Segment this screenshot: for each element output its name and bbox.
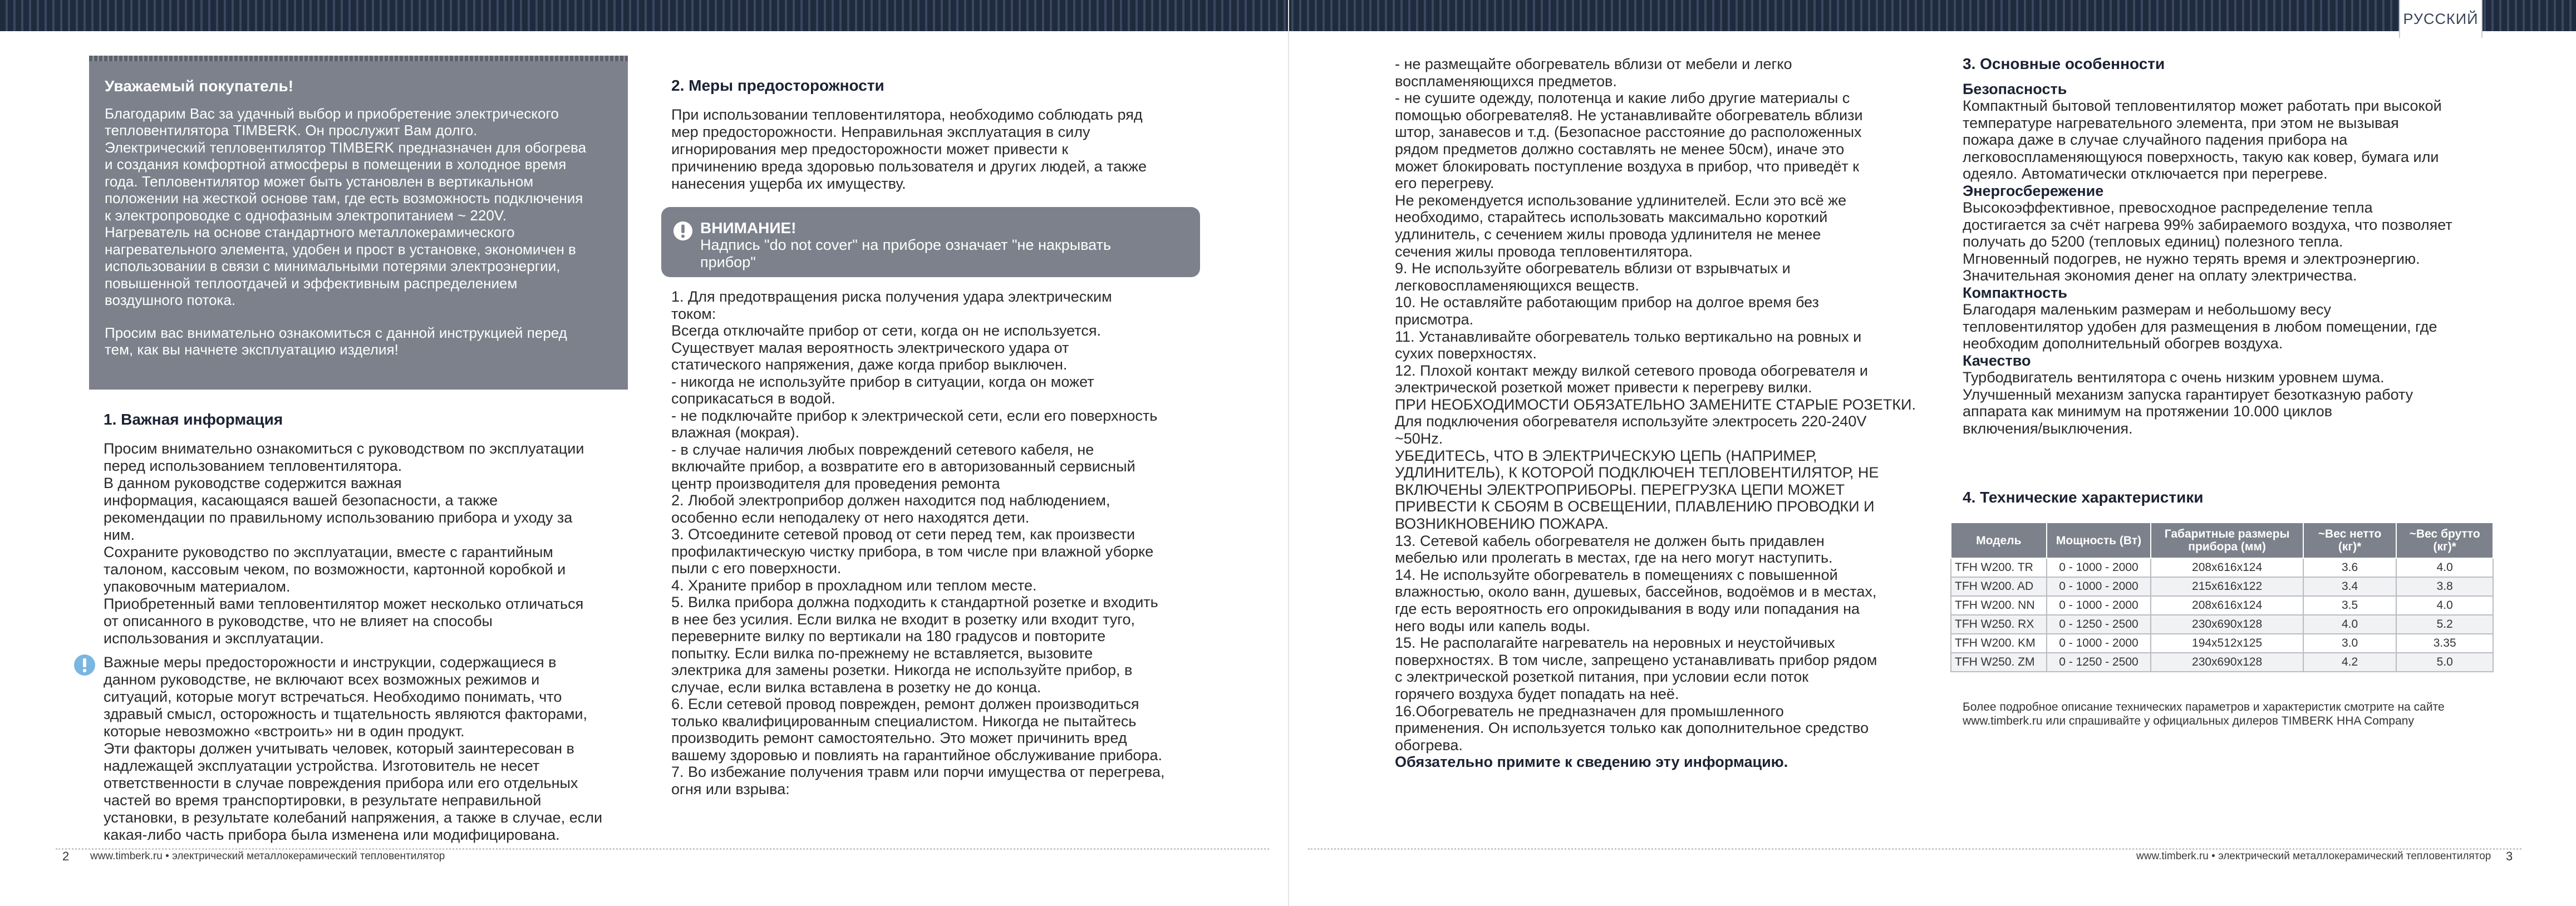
- list-item: электрической розеткой может привести к перегреву вилки.: [1395, 379, 1812, 396]
- text-line: необходим дополнительный обогрев воздуха.: [1963, 335, 2283, 352]
- list-item: Не рекомендуется использование удлинителей. Если это всё же: [1395, 191, 1847, 209]
- table-cell: TFH W200. KM: [1951, 634, 2047, 653]
- list-item: помощью обогревателя8. Не устанавливайте обогреватель вблизи: [1395, 106, 1863, 124]
- list-item: током:: [671, 305, 716, 322]
- table-cell: 3.4: [2303, 577, 2397, 596]
- footer-divider: [1308, 848, 2521, 850]
- feature-heading: Качество: [1963, 352, 2031, 369]
- text-line: года. Тепловентилятор может быть установлен в вертикальном: [105, 173, 534, 190]
- text-line: тем, как вы начнете эксплуатацию изделия!: [105, 341, 399, 358]
- table-cell: TFH W200. AD: [1951, 577, 2047, 596]
- table-row: [1951, 653, 2493, 672]
- table-cell: 208x616x124: [2151, 558, 2303, 577]
- list-item: 12. Плохой контакт между вилкой сетевого провода обогревателя и: [1395, 362, 1868, 379]
- language-tab[interactable]: РУССКИЙ: [2399, 0, 2482, 38]
- list-item: ПРИ НЕОБХОДИМОСТИ ОБЯЗАТЕЛЬНО ЗАМЕНИТЕ СТАРЫЕ РОЗЕТКИ.: [1395, 396, 1916, 413]
- text-line: прибор": [700, 254, 756, 270]
- section-title: 4. Технические характеристики: [1963, 489, 2204, 506]
- text-line: установки, в результате колебаний напряжения, а также в случае, если: [104, 809, 603, 826]
- text-line: Благодаря маленьким размерам и небольшому весу: [1963, 301, 2332, 318]
- text-line: В данном руководстве содержится важная: [104, 475, 402, 491]
- greeting-text: [105, 105, 613, 309]
- column-header: ~Вес брутто (кг)*: [2396, 523, 2493, 558]
- feature-heading: Безопасность: [1963, 80, 2067, 97]
- info-icon: [73, 654, 96, 676]
- text-line: легковоспламеняющуюся поверхность, такую как ковер, бумага или: [1963, 148, 2439, 165]
- table-row: [1951, 615, 2493, 634]
- table-cell: 3.8: [2396, 577, 2493, 596]
- list-item: - никогда не используйте прибор в ситуации, когда он может: [671, 373, 1094, 390]
- list-item: электрика для замены розетки. Никогда не используйте прибор, в: [671, 662, 1133, 678]
- list-item: центр производителя для проведения ремонта: [671, 475, 1000, 492]
- list-item: 9. Не используйте обогреватель вблизи от взрывчатых и: [1395, 260, 1791, 277]
- table-cell: 4.0: [2303, 615, 2397, 634]
- list-item: включайте прибор, а возвратите его в авторизованный сервисный: [671, 458, 1135, 475]
- list-item: него воды или капель воды.: [1395, 617, 1590, 634]
- section-title: 3. Основные особенности: [1963, 55, 2165, 72]
- list-item: с электрической розеткой питания, при условии если поток: [1395, 668, 1809, 686]
- text-line: Благодарим Вас за удачный выбор и приобретение электрического: [105, 105, 559, 122]
- list-item: Для подключения обогревателя используйте электросеть 220-240V: [1395, 413, 1867, 430]
- text-line: Эти факторы должен учитывать человек, который заинтересован в: [104, 740, 574, 757]
- text-line: положении на жесткой основе там, где есть возможность подключения: [105, 190, 583, 206]
- list-item: Всегда отключайте прибор от сети, когда он не используется.: [671, 322, 1101, 339]
- text-line: Компактный бытовой тепловентилятор может работать при высокой: [1963, 97, 2442, 114]
- text-line: нагревательного элемента, удобен и прост в установке, экономичен в: [105, 240, 576, 258]
- table-cell: 208x616x124: [2151, 596, 2303, 615]
- list-item: рядом предметов должно составлять не менее 50см), иначе это: [1395, 140, 1845, 157]
- list-item: 2. Любой электроприбор должен находится под наблюдением,: [671, 492, 1110, 509]
- list-item: 6. Если сетевой провод поврежден, ремонт должен производиться: [671, 696, 1139, 712]
- list-item: 11. Устанавливайте обогреватель только вертикально на ровных и: [1395, 328, 1862, 345]
- page-spine: [1288, 0, 1289, 906]
- list-item: 15. Не располагайте нагреватель на неровных и неустойчивых: [1395, 634, 1835, 652]
- list-item: - не размещайте обогреватель вблизи от мебели и легко: [1395, 56, 1792, 72]
- list-item: огня или взрыва:: [671, 780, 790, 797]
- table-cell: 0 - 1000 - 2000: [2047, 558, 2151, 577]
- text-line: надлежащей эксплуатации устройства. Изготовитель не несет: [104, 757, 540, 774]
- list-item: 7. Во избежание получения травм или порчи имущества от перегрева,: [671, 764, 1165, 780]
- list-item: 5. Вилка прибора должна подходить к стандартной розетке и входить: [671, 594, 1158, 610]
- text-line: Нагреватель на основе стандартного металлокерамического: [105, 224, 515, 240]
- warning-icon: [672, 220, 694, 242]
- page-number: 2: [62, 849, 70, 863]
- list-item: статического напряжения, даже когда прибор выключен.: [671, 356, 1068, 373]
- final-note: Обязательно примите к сведению эту информацию.: [1395, 754, 1788, 771]
- list-item: ВКЛЮЧЕНЫ ЭЛЕКТРОПРИБОРЫ. ПЕРЕГРУЗКА ЦЕПИ МОЖЕТ: [1395, 481, 1845, 498]
- text-line: достигается за счёт нагрева 99% забираемого воздуха, что позволяет: [1963, 216, 2452, 233]
- text-line: игнорирования мер предосторожности может привести к: [671, 141, 1069, 157]
- list-item: необходимо, старайтесь использовать максимально короткий: [1395, 209, 1828, 226]
- text-line: Более подробное описание технических параметров и характеристик смотрите на сайте: [1963, 701, 2445, 713]
- specs-table: [1950, 522, 2494, 672]
- list-item: мебелью или пролегать в местах, где на него могут наступить.: [1395, 549, 1833, 567]
- list-item: сухих поверхностях.: [1395, 345, 1537, 362]
- text-line: информация, касающаяся вашей безопасности, а также: [104, 492, 498, 509]
- table-cell: 230x690x128: [2151, 653, 2303, 672]
- list-item: вашему здоровью и повлиять на гарантийное обслуживание прибора.: [671, 746, 1162, 764]
- list-item: в нее без усилия. Если вилка не входит в розетку или входит туго,: [671, 610, 1135, 628]
- list-item: штор, занавесов и т.д. (Безопасное расстояние до расположенных: [1395, 124, 1862, 141]
- list-item: влажностью, около ванн, душевых, бассейнов, водоёмов и в местах,: [1395, 583, 1877, 600]
- greeting-title: Уважаемый покупатель!: [105, 77, 294, 95]
- table-row: [1951, 577, 2493, 596]
- text-line: Надпись "do not cover" на приборе означает "не накрывать: [700, 237, 1112, 253]
- text-line: www.timberk.ru или спрашивайте у официальных дилеров TIMBERK HHA Company: [1963, 715, 2414, 727]
- list-item: 14. Не используйте обогреватель в помещениях с повышенной: [1395, 566, 1838, 583]
- table-cell: 3.35: [2396, 634, 2493, 653]
- text-line: одеяло. Автоматически отключается при перегреве.: [1963, 165, 2328, 182]
- list-item: присмотра.: [1395, 311, 1474, 328]
- list-item: 1. Для предотвращения риска получения удара электрическим: [671, 288, 1112, 305]
- table-cell: TFH W200. TR: [1951, 558, 2047, 577]
- text-line: мер предосторожности. Неправильная эксплуатация в силу: [671, 124, 1090, 140]
- text-line: Улучшенный механизм запуска гарантирует безотказную работу: [1963, 386, 2413, 403]
- list-item: сечения жилы провода тепловентилятора.: [1395, 243, 1693, 260]
- text-line: повышенной теплоотдачей и эффективным распределением: [105, 274, 518, 292]
- table-cell: 5.2: [2396, 615, 2493, 634]
- list-item: ПРИВЕСТИ К СБОЯМ В ОСВЕЩЕНИИ, ПЛАВЛЕНИЮ ПРОВОДКИ И: [1395, 498, 1875, 515]
- text-line: При использовании тепловентилятора, необходимо соблюдать ряд: [671, 106, 1143, 123]
- list-item: 4. Храните прибор в прохладном или теплом месте.: [671, 577, 1037, 594]
- text-line: Мгновенный подогрев, не нужно терять время и электроэнергию.: [1963, 250, 2420, 267]
- list-item: производить ремонт самостоятельно. Это может причинить вред: [671, 730, 1127, 746]
- table-cell: 0 - 1000 - 2000: [2047, 577, 2151, 596]
- table-cell: 3.6: [2303, 558, 2397, 577]
- text-line: использования и эксплуатации.: [104, 630, 324, 647]
- table-header-row: [1951, 523, 2493, 558]
- list-item: обогрева.: [1395, 736, 1463, 754]
- table-cell: 0 - 1000 - 2000: [2047, 634, 2151, 653]
- text-line: аппарата как минимум на протяжении 10.000 циклов: [1963, 403, 2333, 420]
- section-important-info: [104, 411, 627, 647]
- text-line: Просим вас внимательно ознакомиться с данной инструкцией перед: [105, 324, 567, 341]
- column-header: Модель: [1951, 523, 2047, 558]
- text-line: температуре нагревательного элемента, при этом не вызывая: [1963, 114, 2399, 131]
- list-item: 16.Обогреватель не предназначен для промышленного: [1395, 702, 1784, 720]
- list-item: его перегреву.: [1395, 175, 1495, 192]
- precautions-list: [671, 288, 1200, 797]
- list-item: легковоспламеняющихся веществ.: [1395, 277, 1639, 294]
- text-line: Просим внимательно ознакомиться с руководством по эксплуатации: [104, 440, 584, 457]
- list-item: 3. Отсоедините сетевой провод от сети перед тем, как произвести: [671, 526, 1135, 543]
- warning-box: [661, 207, 1200, 277]
- text-line: от описанного в руководстве, что не влияет на способы: [104, 613, 493, 629]
- list-item: 13. Сетевой кабель обогревателя не должен быть придавлен: [1395, 532, 1825, 549]
- list-item: особенно если неподалеку от него находятся дети.: [671, 509, 1030, 526]
- text-line: получать до 5200 (тепловых единиц) полезного тепла.: [1963, 233, 2343, 250]
- list-item: воспламеняющихся предметов.: [1395, 72, 1617, 90]
- table-cell: 230x690x128: [2151, 615, 2303, 634]
- text-line: Важные меры предосторожности и инструкции, содержащиеся в: [104, 654, 557, 671]
- table-row: [1951, 558, 2493, 577]
- table-cell: 0 - 1250 - 2500: [2047, 653, 2151, 672]
- table-row: [1951, 634, 2493, 653]
- text-line: Турбодвигатель вентилятора с очень низким уровнем шума.: [1963, 369, 2385, 386]
- list-item: поверхностях. В том числе, запрещено устанавливать прибор рядом: [1395, 651, 1877, 668]
- greeting-box: [89, 56, 628, 390]
- table-row: [1951, 596, 2493, 615]
- section-specs: [1963, 489, 2497, 518]
- column-header: Мощность (Вт): [2047, 523, 2151, 558]
- list-item: только квалифицированным специалистом. Никогда не пытайтесь: [671, 712, 1137, 730]
- text-line: нанесения ущерба их имуществу.: [671, 175, 906, 192]
- table-cell: 4.0: [2396, 596, 2493, 615]
- list-item: профилактическую чистку прибора, в том числе при влажной уборке: [671, 543, 1154, 560]
- text-line: Значительная экономия денег на оплату электричества.: [1963, 267, 2357, 284]
- list-item: 10. Не оставляйте работающим прибор на долгое время без: [1395, 294, 1819, 311]
- list-item: УБЕДИТЕСЬ, ЧТО В ЭЛЕКТРИЧЕСКУЮ ЦЕПЬ (НАПРИМЕР,: [1395, 447, 1817, 464]
- text-line: и создания комфортной атмосферы в помещении в холодное время: [105, 156, 567, 173]
- table-cell: 4.0: [2396, 558, 2493, 577]
- text-line: талоном, кассовым чеком, по возможности, картонной коробкой и: [104, 561, 566, 578]
- table-cell: TFH W250. RX: [1951, 615, 2047, 634]
- text-line: Приобретенный вами тепловентилятор может несколько отличаться: [104, 595, 584, 612]
- list-item: где есть вероятность его опрокидывания в воду или попадания на: [1395, 600, 1860, 617]
- page-number: 3: [2506, 849, 2513, 863]
- section-title: 1. Важная информация: [104, 411, 283, 428]
- table-cell: 0 - 1250 - 2500: [2047, 615, 2151, 634]
- text-line: рекомендации по правильному использованию прибора и уходу за: [104, 509, 573, 526]
- list-item: Существует малая вероятность электрического удара от: [671, 339, 1069, 356]
- list-item: соприкасаться в водой.: [671, 390, 835, 407]
- text-line: перед использованием тепловентилятора.: [104, 457, 402, 474]
- text-line: частей во время транспортировки, в результате неправильной: [104, 792, 542, 809]
- section-title: 2. Меры предосторожности: [671, 77, 884, 94]
- text-line: использовании в связи с минимальными потерями электроэнергии,: [105, 258, 561, 274]
- list-item: влажная (мокрая).: [671, 424, 800, 441]
- list-item: УДЛИНИТЕЛЬ), К КОТОРОЙ ПОДКЛЮЧЕН ТЕПЛОВЕНТИЛЯТОР, НЕ: [1395, 464, 1879, 481]
- list-item: ~50Hz.: [1395, 430, 1443, 447]
- text-line: Сохраните руководство по эксплуатации, вместе с гарантийным: [104, 544, 553, 560]
- table-cell: 3.5: [2303, 596, 2397, 615]
- list-item: пыли с его поверхности.: [671, 560, 842, 577]
- text-line: Высокоэффективное, превосходное распределение тепла: [1963, 199, 2373, 216]
- text-line: тепловентилятор удобен для размещения в любом помещении, где: [1963, 318, 2437, 335]
- list-item: - не сушите одежду, полотенца и какие либо другие материалы с: [1395, 90, 1850, 107]
- footer-divider: [56, 848, 1269, 850]
- text-line: данном руководстве, не включают всех возможных режимов и: [104, 671, 540, 688]
- feature-heading: Энергосбережение: [1963, 182, 2104, 199]
- section-precautions: [671, 77, 1200, 193]
- list-item: удлинитель, с сечением жилы провода удлинителя не менее: [1395, 225, 1821, 243]
- feature-heading: Компактность: [1963, 284, 2067, 301]
- text-line: причинению вреда здоровью пользователя и других людей, а также: [671, 158, 1147, 175]
- column-header: ~Вес нетто (кг)*: [2303, 523, 2397, 558]
- list-item: применения. Он используется только как дополнительное средство: [1395, 720, 1869, 737]
- section-features: [1963, 56, 2497, 437]
- footer-text[interactable]: www.timberk.ru • электрический металлокерамический тепловентилятор: [90, 850, 445, 862]
- text-line: упаковочным материалом.: [104, 578, 291, 595]
- table-cell: 5.0: [2396, 653, 2493, 672]
- list-item: переверните вилку по вертикали на 180 градусов и повторите: [671, 628, 1106, 644]
- table-cell: 3.0: [2303, 634, 2397, 653]
- table-cell: 0 - 1000 - 2000: [2047, 596, 2151, 615]
- list-item: попытку. Если вилка по-прежнему не вставляется, вызовите: [671, 644, 1093, 662]
- list-item: - не подключайте прибор к электрической сети, если его поверхность: [671, 407, 1158, 424]
- list-item: - в случае наличия любых повреждений сетевого кабеля, не: [671, 441, 1094, 458]
- specs-note: [1963, 700, 2497, 728]
- table-cell: TFH W200. NN: [1951, 596, 2047, 615]
- text-line: к электропроводке с однофазным электропитанием ~ 220V.: [105, 206, 507, 224]
- list-item: случае, если вилка вставлена в розетку не до конца.: [671, 678, 1041, 696]
- table-cell: 4.2: [2303, 653, 2397, 672]
- text-line: пожара даже в случае случайного падения прибора на: [1963, 131, 2348, 148]
- text-line: включения/выключения.: [1963, 420, 2133, 437]
- text-line: которые невозможно «встроить» ни в один продукт.: [104, 723, 465, 740]
- list-item: может блокировать поступление воздуха в прибор, что приведёт к: [1395, 157, 1860, 175]
- table-cell: 194x512x125: [2151, 634, 2303, 653]
- text-line: ним.: [104, 526, 135, 543]
- precautions-continued: [1395, 56, 1924, 771]
- section-note: [104, 654, 627, 844]
- text-line: ответственности в случае повреждения прибора или его отдельных: [104, 775, 578, 791]
- warning-title: ВНИМАНИЕ!: [700, 219, 797, 237]
- text-line: какая-либо часть прибора была изменена или модифицирована.: [104, 826, 560, 843]
- text-line: воздушного потока.: [105, 292, 236, 308]
- text-line: Электрический тепловентилятор TIMBERK предназначен для обогрева: [105, 139, 587, 156]
- list-item: горячего воздуха будет попадать на неё.: [1395, 685, 1679, 702]
- table-cell: 215x616x122: [2151, 577, 2303, 596]
- list-item: ВОЗНИКНОВЕНИЮ ПОЖАРА.: [1395, 515, 1609, 533]
- text-line: тепловентилятора TIMBERK. Он прослужит Вам долго.: [105, 122, 478, 139]
- column-header: Габаритные размеры прибора (мм): [2151, 523, 2303, 558]
- text-line: здравый смысл, осторожность и тщательность являются факторами,: [104, 706, 587, 722]
- text-line: ситуаций, которые могут встречаться. Необходимо понимать, что: [104, 688, 562, 705]
- table-cell: TFH W250. ZM: [1951, 653, 2047, 672]
- footer-text[interactable]: www.timberk.ru • электрический металлокерамический тепловентилятор: [2136, 850, 2491, 862]
